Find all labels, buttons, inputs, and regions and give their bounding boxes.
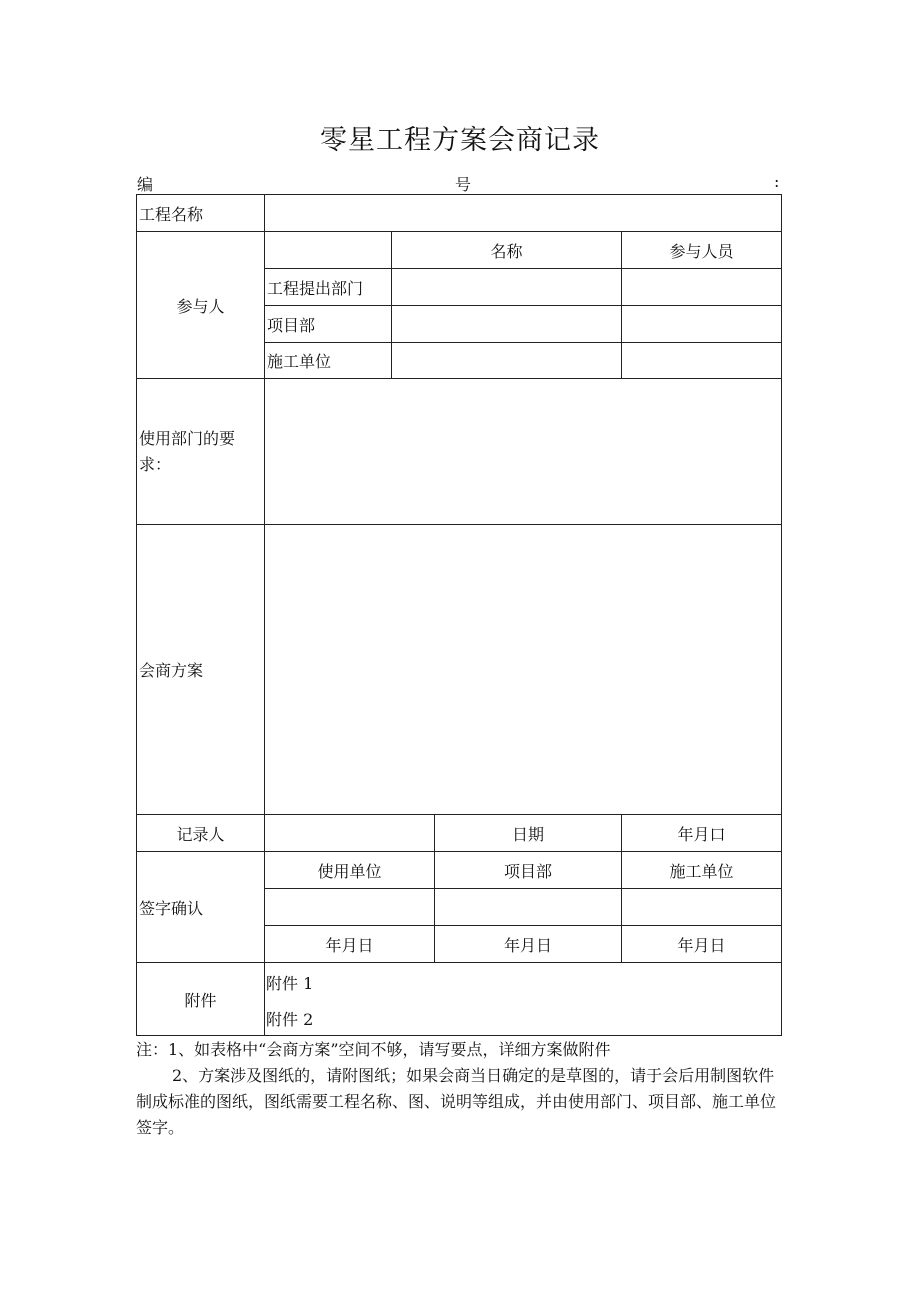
date-value[interactable]: 年月口 [621, 814, 782, 852]
plan-field[interactable] [264, 524, 782, 815]
number-label-left: 编 [137, 175, 154, 194]
page-title: 零星工程方案会商记录 [320, 125, 600, 156]
sign-user-unit: 使用单位 [264, 851, 435, 889]
recorder-field[interactable] [264, 814, 435, 852]
sign-user-unit-field[interactable] [264, 888, 435, 926]
recorder-label: 记录人 [136, 814, 265, 852]
participants-label: 参与人 [136, 231, 265, 379]
header-name: 名称 [391, 231, 622, 269]
proposing-dept-people-field[interactable] [621, 268, 782, 306]
notes-section [136, 1037, 786, 1141]
sign-project-dept-field[interactable] [434, 888, 622, 926]
number-label-colon: : [774, 172, 780, 191]
sign-date-contractor[interactable]: 年月日 [621, 925, 782, 963]
sign-contractor-field[interactable] [621, 888, 782, 926]
contractor-people-field[interactable] [621, 342, 782, 379]
project-dept-people-field[interactable] [621, 305, 782, 343]
sign-contractor: 施工单位 [621, 851, 782, 889]
requirements-field[interactable] [264, 378, 782, 525]
attachment-2[interactable]: 附件 2 [266, 1010, 314, 1029]
project-name-field[interactable] [264, 194, 782, 232]
attachments-label: 附件 [136, 962, 265, 1036]
note-2: 2、方案涉及图纸的，请附图纸；如果会商当日确定的是草图的，请于会后用制图软件制成标准的图纸，图纸需要工程名称、图、说明等组成，并由使用部门、项目部、施工单位签字。 [136, 1066, 777, 1137]
proposing-dept-name-field[interactable] [391, 268, 622, 306]
sign-date-user[interactable]: 年月日 [264, 925, 435, 963]
sign-confirm-label: 签字确认 [136, 851, 265, 963]
row-contractor: 施工单位 [264, 342, 392, 379]
attachment-1[interactable]: 附件 1 [266, 974, 314, 993]
row-project-dept: 项目部 [264, 305, 392, 343]
requirements-label: 使用部门的要求： [136, 378, 265, 525]
participants-header-blank [264, 231, 392, 269]
sign-date-project[interactable]: 年月日 [434, 925, 622, 963]
plan-label: 会商方案 [136, 524, 265, 815]
date-label: 日期 [434, 814, 622, 852]
number-label-mid: 号 [455, 175, 472, 194]
project-dept-name-field[interactable] [391, 305, 622, 343]
row-proposing-dept: 工程提出部门 [264, 268, 392, 306]
project-name-label: 工程名称 [136, 194, 265, 232]
attachments-field[interactable] [264, 962, 782, 1036]
note-1: 注：1、如表格中“会商方案”空间不够，请写要点，详细方案做附件 [136, 1040, 611, 1059]
sign-project-dept: 项目部 [434, 851, 622, 889]
contractor-name-field[interactable] [391, 342, 622, 379]
header-people: 参与人员 [621, 231, 782, 269]
